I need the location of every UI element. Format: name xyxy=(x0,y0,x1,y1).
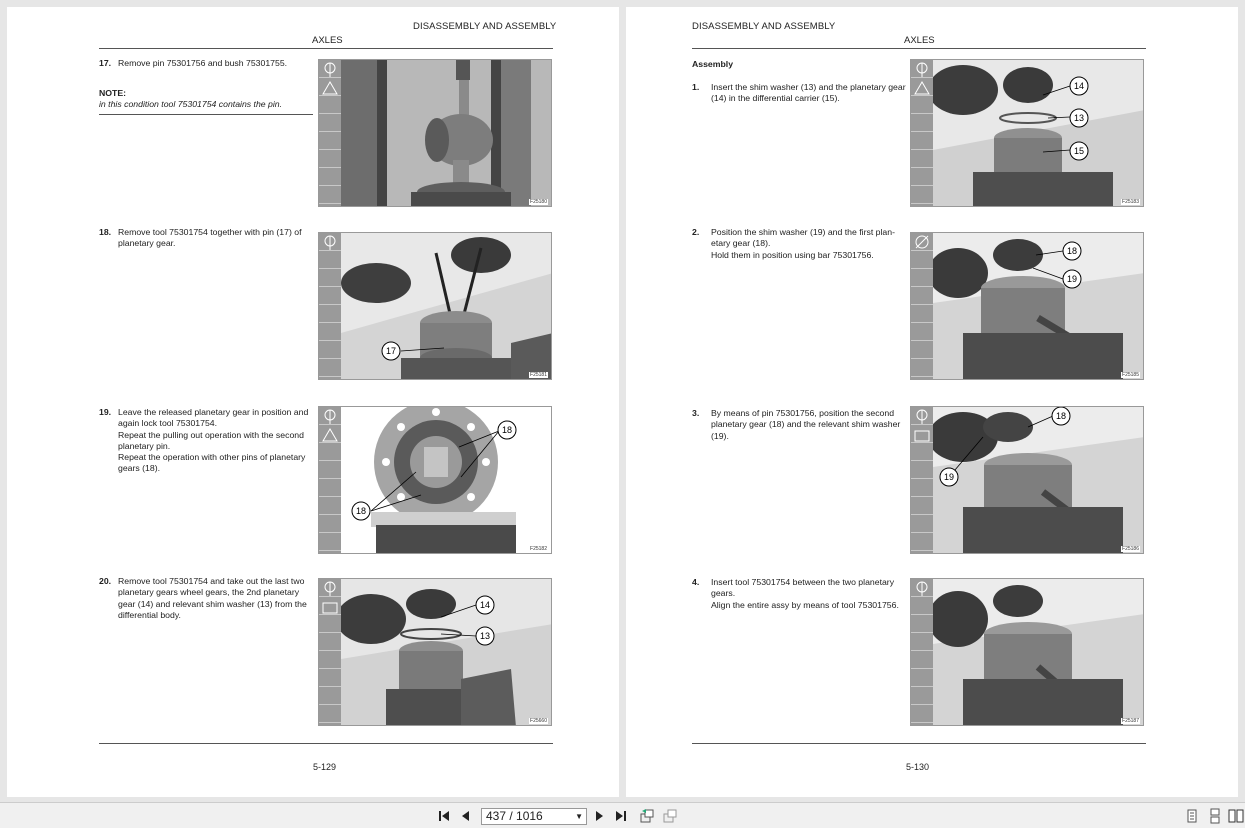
step-number: 1. xyxy=(692,82,700,92)
figure-code: F25185 xyxy=(1122,372,1139,378)
figure-code: F25186 xyxy=(1122,546,1139,552)
callout-18: 18 xyxy=(355,506,367,516)
step-text: Insert the shim washer (13) and the planetary gear (14) in the differential carrier (15). xyxy=(711,82,906,104)
callout-18: 18 xyxy=(501,425,513,435)
continuous-view-icon[interactable] xyxy=(1207,808,1223,824)
step-number: 20. xyxy=(99,576,112,586)
callout-13: 13 xyxy=(1073,113,1085,123)
first-page-icon[interactable] xyxy=(436,808,452,824)
callout-13: 13 xyxy=(479,631,491,641)
section-title: Assembly xyxy=(692,59,734,69)
press-photo xyxy=(341,60,552,207)
step-text: Align the entire assy by means of tool 75301756. xyxy=(711,599,899,610)
step-text: Remove tool 75301754 together with pin (17) of planetary gear. xyxy=(118,227,302,249)
step-text: Hold them in position using bar 75301756. xyxy=(711,249,874,260)
figure-code: F25180 xyxy=(530,199,547,205)
tool-symbol-icon xyxy=(319,407,341,447)
right-page xyxy=(626,7,1238,797)
footer-rule xyxy=(692,743,1146,744)
step-number: 19. xyxy=(99,407,112,417)
tool-symbol-icon xyxy=(319,233,341,253)
figure-step-18 xyxy=(318,232,552,380)
step-text: Remove tool 75301754 and take out the last two planetary gears wheel gears, the 2nd planetary gear (14) and relevant shim washer (13) from the differential body. xyxy=(118,576,307,620)
step-number: 17. xyxy=(99,58,112,68)
previous-page-icon[interactable] xyxy=(458,808,474,824)
symbol-strip xyxy=(319,233,341,379)
right-header-title: DISASSEMBLY AND ASSEMBLY xyxy=(692,21,836,32)
figure-code: F25187 xyxy=(1122,718,1139,724)
gear-removal-photo xyxy=(341,579,552,726)
symbol-strip xyxy=(911,407,933,553)
left-header-section: AXLES xyxy=(312,35,343,46)
symbol-strip xyxy=(911,233,933,379)
differential-top-photo xyxy=(341,407,552,554)
header-rule xyxy=(99,48,553,49)
step-text: Leave the released planetary gear in position and again lock tool 75301754. xyxy=(118,407,309,429)
step-text: Repeat the operation with other pins of planetary gears (18). xyxy=(118,452,306,474)
tool-symbol-icon xyxy=(911,233,933,253)
tool-symbol-icon xyxy=(911,60,933,100)
figure-assembly-1 xyxy=(910,59,1144,207)
step-text: Insert tool 75301754 between the two planetary gears. xyxy=(711,577,895,599)
symbol-strip xyxy=(319,60,341,206)
figure-code: F25182 xyxy=(530,546,547,552)
two-page-view-icon[interactable] xyxy=(1228,808,1244,824)
tool-removal-photo xyxy=(341,233,552,380)
note-rule xyxy=(99,114,313,115)
shim-insert-photo xyxy=(933,60,1144,207)
step-number: 4. xyxy=(692,577,700,587)
left-page xyxy=(7,7,619,797)
page-field-value: 437 / 1016 xyxy=(486,809,543,823)
second-gear-photo xyxy=(933,407,1144,554)
next-page-icon[interactable] xyxy=(591,808,607,824)
page-number-field[interactable] xyxy=(481,808,587,825)
figure-code: F25181 xyxy=(530,372,547,378)
step-text: Remove pin 75301756 and bush 75301755. xyxy=(118,58,288,68)
step-number: 3. xyxy=(692,408,700,418)
tool-symbol-icon xyxy=(319,60,341,100)
page-number: 5-129 xyxy=(313,762,337,772)
figure-code: F25660 xyxy=(530,718,547,724)
tool-symbol-icon xyxy=(911,407,933,447)
header-rule xyxy=(692,48,1146,49)
chevron-down-icon[interactable]: ▼ xyxy=(575,812,583,821)
figure-code: F25183 xyxy=(1122,199,1139,205)
callout-17: 17 xyxy=(385,346,397,356)
callout-14: 14 xyxy=(1073,81,1085,91)
step-number: 2. xyxy=(692,227,700,237)
callout-14: 14 xyxy=(479,600,491,610)
symbol-strip xyxy=(319,407,341,553)
figure-step-19 xyxy=(318,406,552,554)
symbol-strip xyxy=(319,579,341,725)
viewer-toolbar xyxy=(0,802,1245,828)
go-forward-view-icon[interactable] xyxy=(662,808,678,824)
alignment-photo xyxy=(933,579,1144,726)
callout-15: 15 xyxy=(1073,146,1085,156)
figure-step-17 xyxy=(318,59,552,207)
callout-19: 19 xyxy=(1066,274,1078,284)
figure-assembly-3 xyxy=(910,406,1144,554)
step-text: Position the shim washer (19) and the first plan- etary gear (18). xyxy=(711,227,895,249)
figure-step-20 xyxy=(318,578,552,726)
first-gear-photo xyxy=(933,233,1144,380)
figure-assembly-2 xyxy=(910,232,1144,380)
left-header-title: DISASSEMBLY AND ASSEMBLY xyxy=(413,21,557,32)
figure-assembly-4 xyxy=(910,578,1144,726)
note-text: in this condition tool 75301754 contains the pin. xyxy=(99,99,283,109)
callout-18: 18 xyxy=(1066,246,1078,256)
symbol-strip xyxy=(911,60,933,206)
footer-rule xyxy=(99,743,553,744)
callout-19: 19 xyxy=(943,472,955,482)
go-back-view-icon[interactable] xyxy=(639,808,655,824)
single-page-view-icon[interactable] xyxy=(1184,808,1200,824)
page-number: 5-130 xyxy=(906,762,930,772)
note-title: NOTE: xyxy=(99,88,127,98)
tool-symbol-icon xyxy=(319,579,341,619)
symbol-strip xyxy=(911,579,933,725)
right-header-section: AXLES xyxy=(904,35,935,46)
callout-18: 18 xyxy=(1055,411,1067,421)
tool-symbol-icon xyxy=(911,579,933,599)
step-number: 18. xyxy=(99,227,112,237)
last-page-icon[interactable] xyxy=(613,808,629,824)
step-text: By means of pin 75301756, position the second planetary gear (18) and the relevant shim washer (19). xyxy=(711,408,901,441)
step-text: Repeat the pulling out operation with the second planetary pin. xyxy=(118,429,304,451)
